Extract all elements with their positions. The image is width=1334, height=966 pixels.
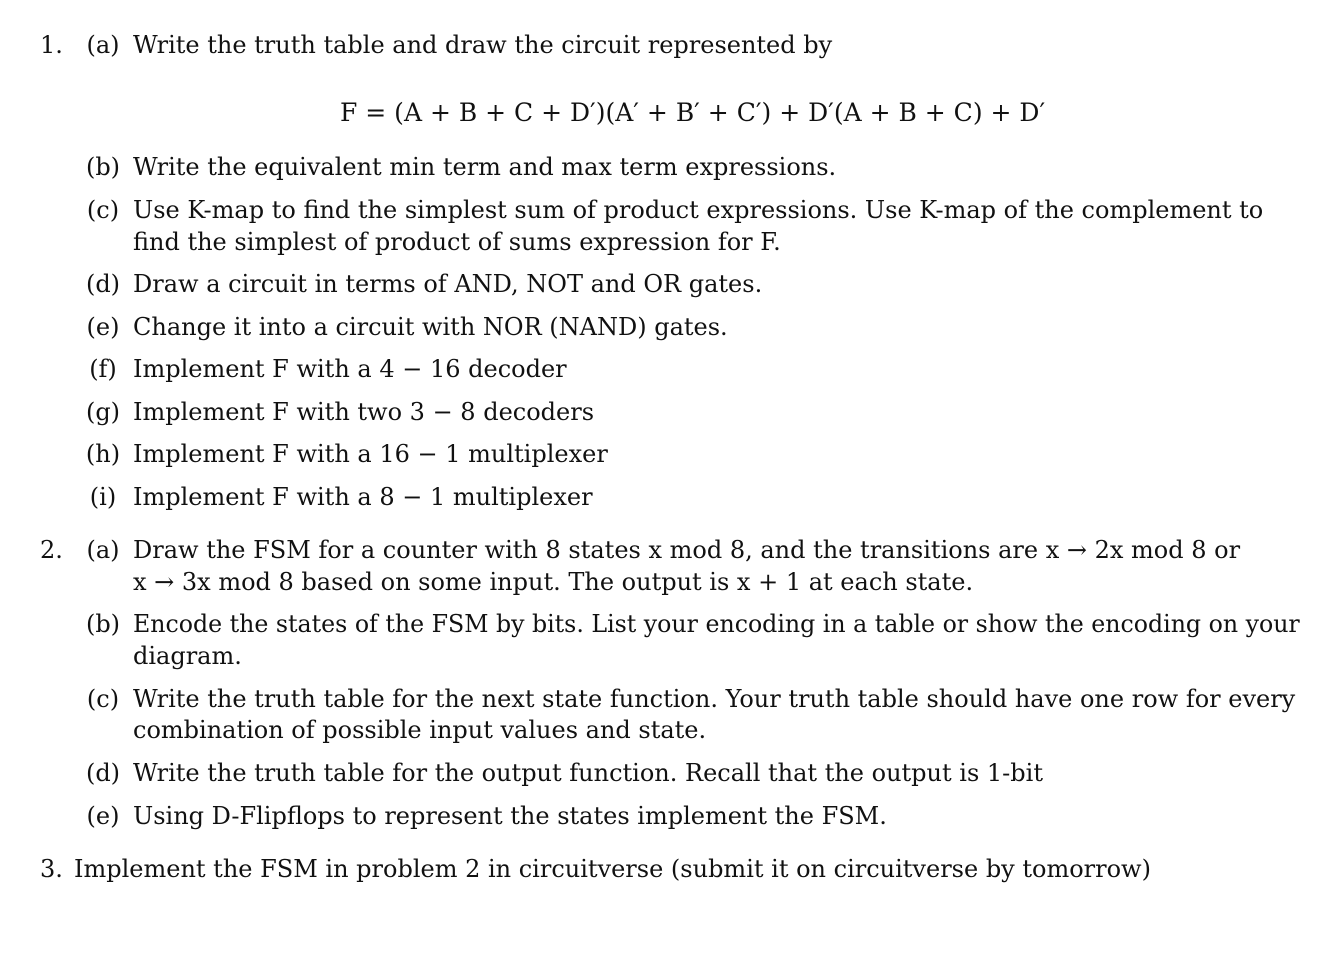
p2-part-a-label: (a) — [86, 536, 120, 564]
p1-part-b-label: (b) — [85, 153, 121, 181]
p1-part-c-text-1: Use K-map to find the simplest sum of product expressions. Use K-map of the complement to — [133, 196, 1264, 224]
problem-3-number: 3. — [40, 855, 63, 883]
p2-part-c-text-2: combination of possible input values and state. — [133, 716, 707, 744]
p1-part-a-text: Write the truth table and draw the circuit represented by — [133, 31, 833, 59]
p1-part-i-text: Implement F with a 8 − 1 multiplexer — [133, 483, 593, 511]
p2-part-c-label: (c) — [86, 685, 120, 713]
p1-part-d-label: (d) — [85, 270, 121, 298]
p2-part-e-label: (e) — [86, 802, 120, 830]
p2-part-a-text-1: Draw the FSM for a counter with 8 states x mod 8, and the transitions are x → 2x mod 8 or — [133, 536, 1241, 564]
p1-part-g-label: (g) — [85, 398, 121, 426]
p1-part-d-text: Draw a circuit in terms of AND, NOT and OR gates. — [133, 270, 763, 298]
p1-part-c-text-2: find the simplest of product of sums expression for F. — [133, 228, 781, 256]
problem-1-number: 1. — [40, 31, 63, 59]
p2-part-a-text-2: x → 3x mod 8 based on some input. The output is x + 1 at each state. — [133, 568, 974, 596]
p1-part-c-label: (c) — [86, 196, 120, 224]
p1-part-f-text: Implement F with a 4 − 16 decoder — [133, 355, 567, 383]
p1-part-g-text: Implement F with two 3 − 8 decoders — [133, 398, 595, 426]
problem-2-number: 2. — [40, 536, 63, 564]
p1-part-e-label: (e) — [86, 313, 120, 341]
p2-part-d-text: Write the truth table for the output function. Recall that the output is 1-bit — [133, 759, 1043, 787]
p1-part-e-text: Change it into a circuit with NOR (NAND) gates. — [133, 313, 728, 341]
p2-part-c-text-1: Write the truth table for the next state function. Your truth table should have one row for every — [133, 685, 1296, 713]
p1-part-h-label: (h) — [85, 440, 121, 468]
p2-part-b-label: (b) — [85, 610, 121, 638]
p1-part-h-text: Implement F with a 16 − 1 multiplexer — [133, 440, 608, 468]
p2-part-b-text-1: Encode the states of the FSM by bits. List your encoding in a table or show the encoding on your — [133, 610, 1300, 638]
p2-part-d-label: (d) — [85, 759, 121, 787]
p1-formula: F = (A + B + C + D′)(A′ + B′ + C′) + D′(A + B + C) + D′ — [340, 98, 1046, 127]
p1-part-a-label: (a) — [86, 31, 120, 59]
p2-part-b-text-2: diagram. — [133, 642, 242, 670]
p2-part-e-text: Using D-Flipflops to represent the states implement the FSM. — [133, 802, 887, 830]
p1-part-i-label: (i) — [89, 483, 117, 511]
problem-3-text: Implement the FSM in problem 2 in circuitverse (submit it on circuitverse by tomorrow) — [74, 855, 1151, 883]
p1-part-f-label: (f) — [89, 355, 117, 383]
p1-part-b-text: Write the equivalent min term and max term expressions. — [133, 153, 837, 181]
